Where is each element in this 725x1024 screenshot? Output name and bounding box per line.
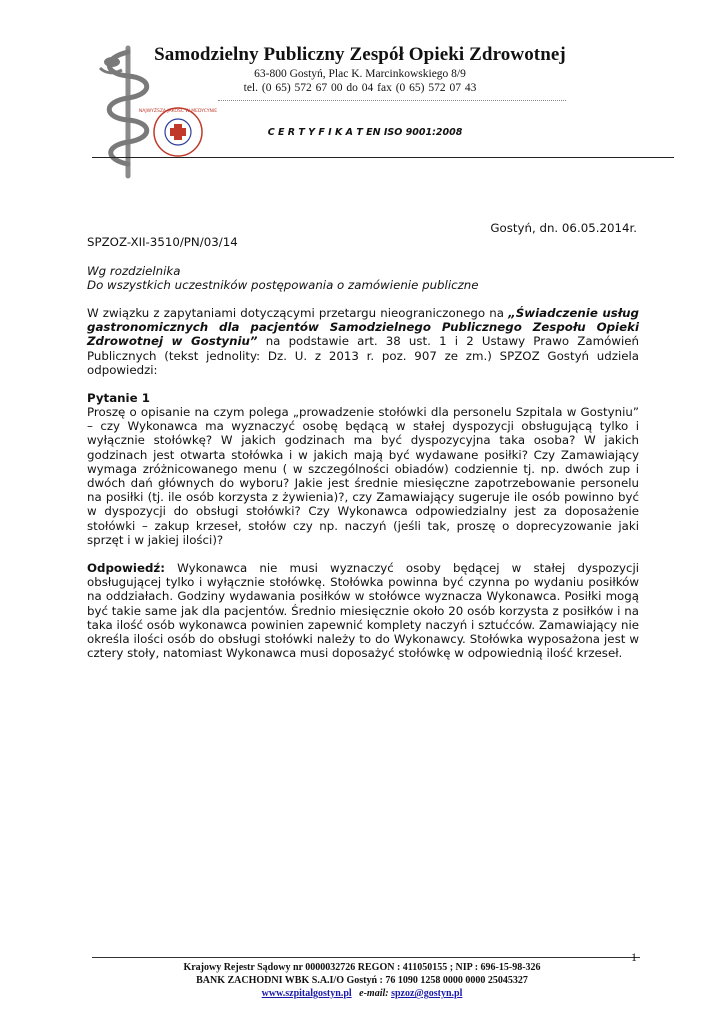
addressee-line-1: Wg rozdzielnika [87, 264, 181, 278]
reference-number: SPZOZ-XII-3510/PN/03/14 [87, 235, 238, 249]
website-link[interactable]: www.szpitalgostyn.pl [261, 988, 352, 999]
question-title: Pytanie 1 [87, 391, 150, 405]
letter-date: Gostyń, dn. 06.05.2014r. [490, 221, 637, 235]
header-divider [92, 157, 674, 158]
iso-certificate-label: C E R T Y F I K A T EN ISO 9001:2008 [267, 127, 463, 138]
intro-paragraph [87, 306, 639, 377]
answer-label: Odpowiedź: [87, 561, 165, 575]
footer-registry-line: Krajowy Rejestr Sądowy nr 0000032726 REGON : 411050155 ; NIP : 696-15-98-326 [183, 962, 541, 973]
addressee-line-2: Do wszystkich uczestników postępowania o zamówienie publiczne [87, 278, 479, 293]
question-text: Proszę o opisanie na czym polega „prowadzenie stołówki dla personelu Szpitala w Gostyniu” – czy Wykonawca ma wyznaczyć osobę będącą w stałej dyspozycji obsługującą tylko i wyłącznie stołówkę? W jakich godzinach ma być dyspozycyjna taka osoba? W jakich godzinach jest otwarta stołówka i w jakich mają być wydawane posiłki? Czy Zamawiający wymaga zróżnicowanego menu ( w szczególności obiadów) codziennie tj. np. dwóch zup i dwóch dań głównych do wyboru? Jakie jest średnie miesięczne zapotrzebowanie personelu na posiłki (tj. ile osób korzysta z żywienia)?, czy Zamawiający sugeruje ile osób powinno być w dyspozycji do obsługi stołówki? Czy Wykonawca odpowiedzialny jest za doposażenie stołówki – zakup krzeseł, stołów czy np. naczyń (jeśli tak, proszę o doprecyzowanie jaki sprzęt i w jakiej ilości)? [87, 405, 639, 547]
intro-text-before: W związku z zapytaniami dotyczącymi przetargu nieograniczonego na [87, 306, 509, 320]
tender-subject: „Świadczenie usług gastronomicznych dla pacjentów Samodzielnego Publicznego Zespołu Opieki Zdrowotnej w Gostyniu” [87, 306, 639, 349]
organization-phone-fax: tel. (0 65) 572 67 00 do 04 fax (0 65) 572 07 43 [243, 82, 477, 94]
organization-address: 63-800 Gostyń, Plac K. Marcinkowskiego 8/9 [254, 68, 466, 80]
answer-paragraph [87, 561, 639, 660]
seal-text: NAJWYŻSZA JAKOŚĆ W MEDYCYNIE [138, 109, 218, 114]
footer-contact-line [92, 988, 632, 999]
addressee-block [87, 264, 647, 292]
header-dotted-divider [218, 100, 566, 101]
intro-text-after: na podstawie art. 38 ust. 1 i 2 Ustawy Prawo Zamówień Publicznych (tekst jednolity: Dz. U. z 2013 r. poz. 907 ze zm.) SPZOZ Gostyń udziela odpowiedzi: [87, 334, 639, 377]
organization-name: Samodzielny Publiczny Zespół Opieki Zdrowotnej [154, 44, 566, 65]
footer-bank-line: BANK ZACHODNI WBK S.A.I/O Gostyń : 76 1090 1258 0000 0000 25045327 [196, 975, 528, 986]
email-link[interactable]: spzoz@gostyn.pl [391, 988, 463, 999]
email-label: e-mail: [359, 988, 389, 999]
page-number: 1 [631, 950, 637, 964]
answer-text: Wykonawca nie musi wyznaczyć osoby będącej w stałej dyspozycji obsługującej tylko i wyłącznie stołówkę. Stołówka powinna być czynna po wydaniu posiłków na oddziałach. Godziny wydawania posiłków w stołówce wyznacza Wykonawca. Posiłki mogą być takie same jak dla pacjentów. Średnio miesięcznie około 20 osób korzysta z posiłków i na taka ilość osób wykonawca powinien zapewnić komplety naczyń i sztućców. Zamawiający nie określa ilości osób do obsługi stołówki należy to do Wykonawcy. Stołówka wyposażona jest w cztery stoły, natomiast Wykonawca musi doposażyć stołówkę w odpowiednią ilość krzeseł. [87, 561, 639, 661]
footer-divider [92, 957, 640, 958]
